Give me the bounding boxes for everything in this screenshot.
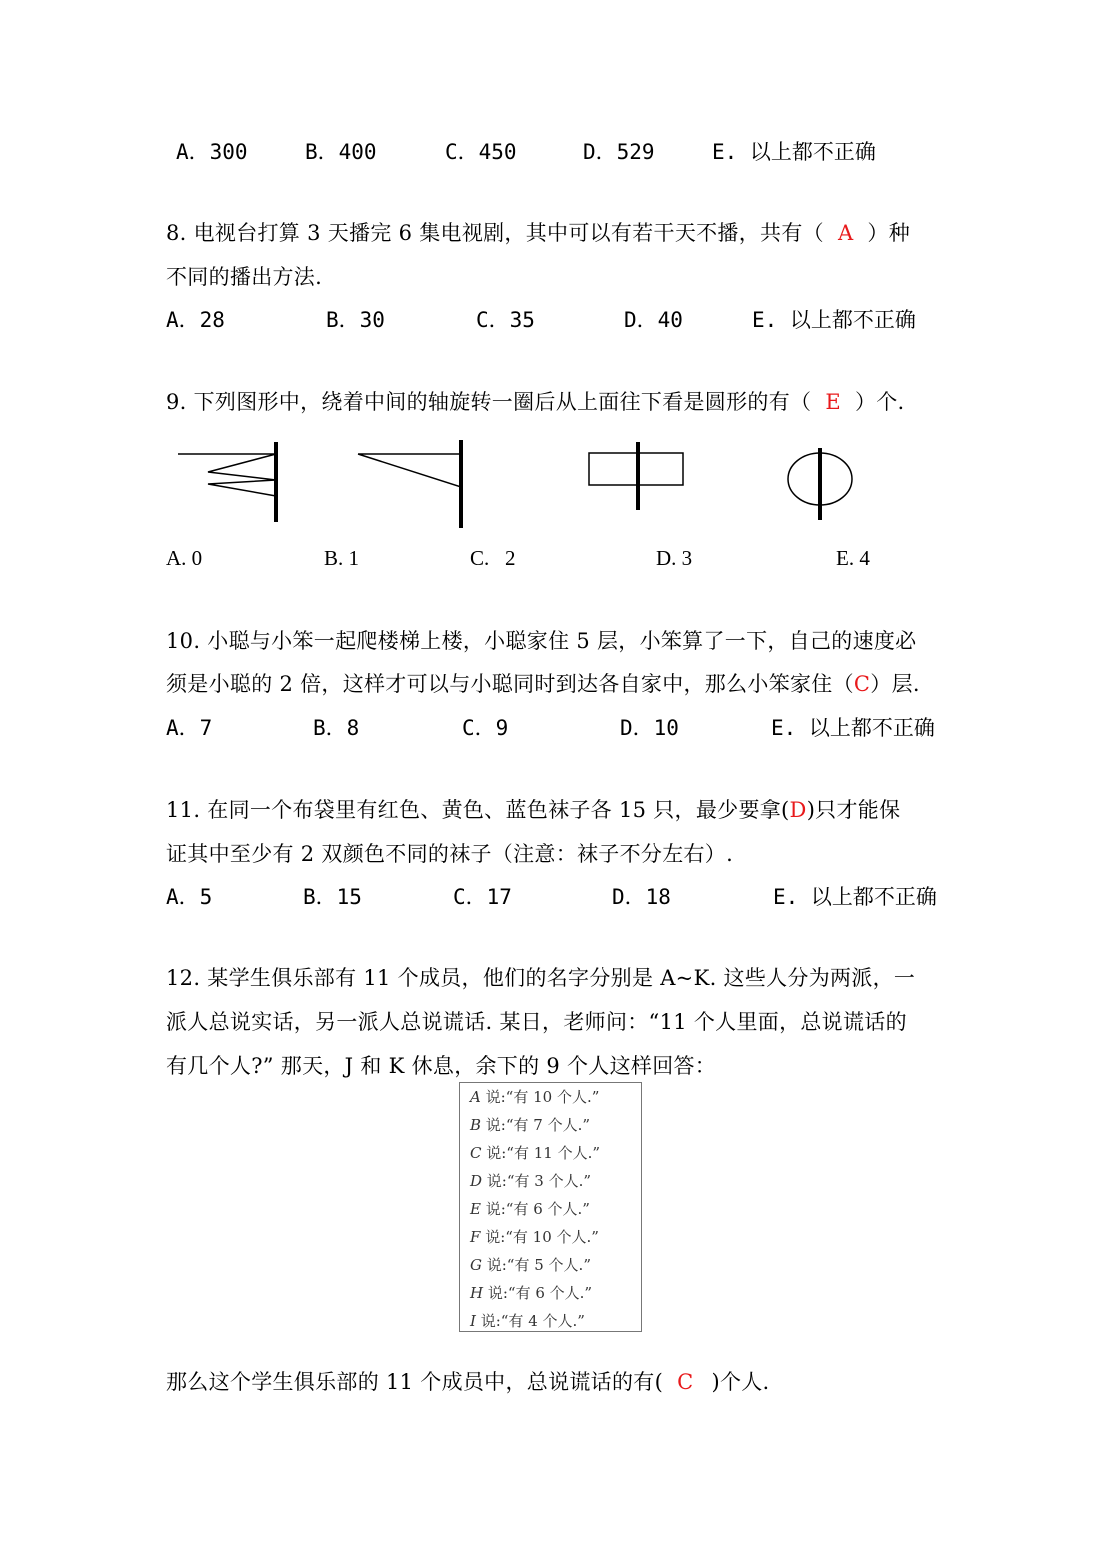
quote-line: H 说:“有 6 个人.” xyxy=(470,1284,593,1302)
q12-line1: 12. 某学生俱乐部有 11 个成员，他们的名字分别是 A~K. 这些人分为两派，一 xyxy=(166,966,916,990)
q10-line2 xyxy=(166,668,920,698)
q8-answer: A xyxy=(837,221,854,245)
q12-text-post: )个人. xyxy=(711,1370,770,1394)
figure-c-rectangle xyxy=(589,442,683,510)
q8-text-pre: 8. 电视台打算 3 天播完 6 集电视剧，其中可以有若干天不播，共有（ xyxy=(166,221,824,245)
figure-a-double-triangle xyxy=(178,442,276,522)
q7-option-a: A．300 xyxy=(176,140,248,164)
q11-option-b: B．15 xyxy=(303,885,362,909)
q10-answer: C xyxy=(853,672,871,696)
q9-answer: E xyxy=(825,390,841,414)
quote-line: E 说:“有 6 个人.” xyxy=(470,1200,590,1218)
q9-option-e: E. 4 xyxy=(836,546,870,570)
figure-d-ellipse xyxy=(788,448,852,520)
q9-figures xyxy=(0,430,1102,550)
q10-option-a: A．7 xyxy=(166,716,213,740)
q11-option-d: D．18 xyxy=(612,885,671,909)
q8-line1 xyxy=(166,217,910,247)
q11-option-a: A．5 xyxy=(166,885,213,909)
q12-line2: 派人总说实话，另一派人总说谎话. 某日，老师问：“11 个人里面，总说谎话的 xyxy=(166,1010,907,1034)
q11-text-post: )只才能保 xyxy=(806,798,901,822)
q8-text-post: ）种 xyxy=(867,221,911,245)
q9-option-b: B. 1 xyxy=(324,546,360,570)
q10-option-c: C．9 xyxy=(462,716,509,740)
q9-option-d: D. 3 xyxy=(656,546,693,570)
q10-text-post: ）层. xyxy=(870,672,920,696)
quote-line: B 说:“有 7 个人.” xyxy=(470,1116,591,1134)
q7-option-b: B．400 xyxy=(305,140,377,164)
q9-option-c: C. 2 xyxy=(470,546,516,570)
q10-option-e: E. 以上都不正确 xyxy=(771,716,935,740)
q10-line1: 10. 小聪与小笨一起爬楼梯上楼，小聪家住 5 层，小笨算了一下，自己的速度必 xyxy=(166,629,917,653)
q9-text-post: ）个. xyxy=(854,390,905,414)
q8-option-c: C．35 xyxy=(476,308,535,332)
q11-text-pre: 11. 在同一个布袋里有红色、黄色、蓝色袜子各 15 只，最少要拿( xyxy=(166,798,790,822)
q8-option-e: E. 以上都不正确 xyxy=(752,308,916,332)
q8-option-d: D．40 xyxy=(624,308,683,332)
quote-line: I 说:“有 4 个人.” xyxy=(470,1312,585,1330)
q8-option-b: B．30 xyxy=(326,308,385,332)
q9-text-pre: 9. 下列图形中，绕着中间的轴旋转一圈后从上面往下看是圆形的有（ xyxy=(166,390,812,414)
quote-line: G 说:“有 5 个人.” xyxy=(470,1256,591,1274)
quote-line: D 说:“有 3 个人.” xyxy=(470,1172,592,1190)
q12-line3: 有几个人?” 那天，J 和 K 休息，余下的 9 个人这样回答： xyxy=(166,1054,717,1078)
q11-line1 xyxy=(166,794,900,824)
q7-option-c: C．450 xyxy=(445,140,517,164)
quote-line: F 说:“有 10 个人.” xyxy=(470,1228,599,1246)
q7-option-e: E. 以上都不正确 xyxy=(712,140,876,164)
q8-option-a: A．28 xyxy=(166,308,225,332)
q12-quotes-box xyxy=(459,1082,642,1332)
q10-option-b: B．8 xyxy=(313,716,360,740)
q12-answer: C xyxy=(677,1370,694,1394)
quote-line: C 说:“有 11 个人.” xyxy=(470,1144,601,1162)
quote-line: A 说:“有 10 个人.” xyxy=(470,1088,600,1106)
q7-option-d: D．529 xyxy=(583,140,655,164)
q10-text-pre: 须是小聪的 2 倍，这样才可以与小聪同时到达各自家中，那么小笨家住（ xyxy=(166,672,854,696)
q10-option-d: D．10 xyxy=(620,716,679,740)
q12-final-line xyxy=(166,1366,770,1396)
q9-line1 xyxy=(166,386,905,416)
q9-option-a: A. 0 xyxy=(166,546,203,570)
q11-option-e: E. 以上都不正确 xyxy=(773,885,937,909)
q11-option-c: C．17 xyxy=(453,885,512,909)
q12-text-pre: 那么这个学生俱乐部的 11 个成员中，总说谎话的有( xyxy=(166,1370,664,1394)
figure-b-triangle xyxy=(358,440,461,528)
q11-answer: D xyxy=(789,798,807,822)
q11-line2: 证其中至少有 2 双颜色不同的袜子（注意：袜子不分左右）. xyxy=(166,842,734,866)
q8-line2: 不同的播出方法. xyxy=(166,265,323,289)
